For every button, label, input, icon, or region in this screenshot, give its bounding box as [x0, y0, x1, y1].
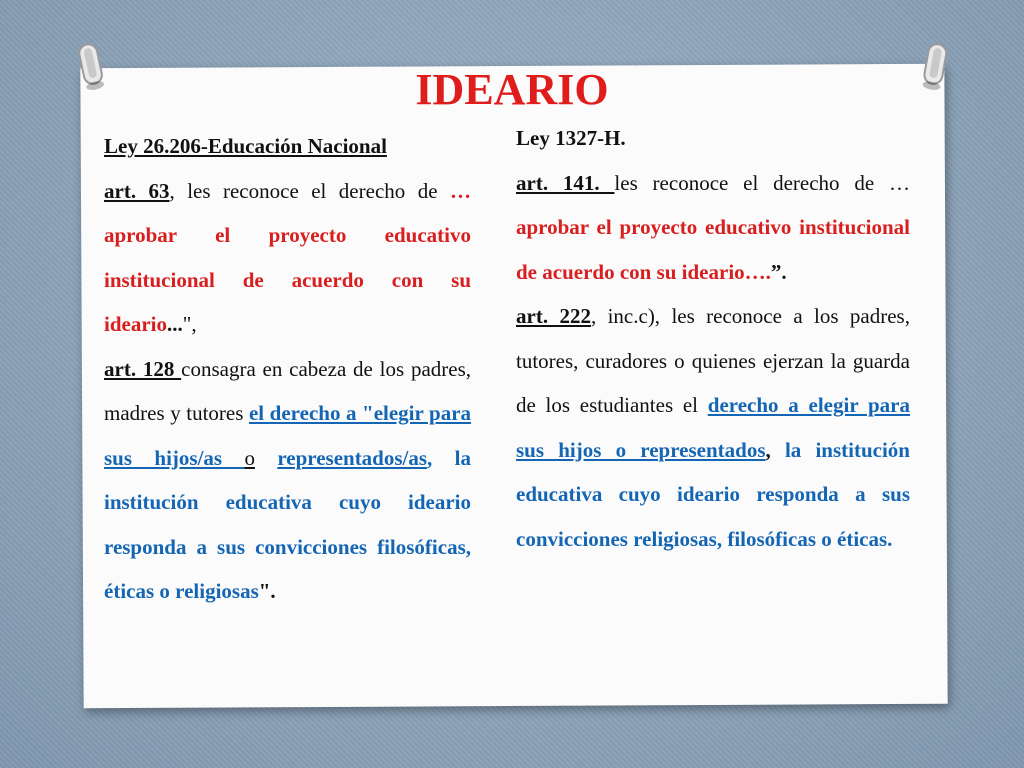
right-column [516, 116, 910, 561]
article-link: derecho a elegir para sus hijos o representados [516, 393, 911, 462]
article-connector: o [244, 445, 255, 470]
article-63-paragraph [104, 169, 471, 347]
law-heading-left [104, 124, 471, 169]
article-tail: ", [182, 312, 197, 336]
article-text: , inc.c), les reconoce a los padres, tutores, curadores o quienes ejerzan la guarda de los estudiantes el [516, 304, 910, 417]
heading-text: Ley 26.206-Educación Nacional [104, 134, 387, 158]
left-column [104, 124, 471, 614]
article-link: representados/as [277, 445, 428, 470]
article-tail: ”. [770, 259, 787, 284]
article-ref: art. 63 [104, 178, 170, 203]
slide-title: IDEARIO [415, 65, 609, 114]
article-lead: … [888, 170, 910, 195]
article-ref: art. 141. [516, 170, 615, 195]
article-ellipsis: ... [167, 312, 183, 336]
article-ref: art. 222 [516, 304, 591, 328]
heading-text: Ley 1327-H. [516, 126, 626, 150]
article-tail: ". [258, 579, 276, 603]
article-link: el derecho a "elegir para sus hijos/as [104, 401, 472, 470]
article-quote: …aprobar el proyecto educativo institucional de acuerdo con su ideario [104, 178, 471, 336]
article-text: consagra en cabeza de los padres, madres y tutores [104, 356, 471, 425]
law-heading-right [516, 116, 910, 161]
article-text: , les reconoce el derecho de [169, 178, 450, 203]
article-comma: , [765, 437, 771, 462]
article-128-paragraph [104, 347, 471, 614]
article-text-highlight: la institución educativa cuyo ideario responda a sus convicciones religiosas, filosóficas o éticas. [516, 437, 910, 551]
article-ref: art. 128 [104, 356, 182, 381]
article-222-paragraph [516, 294, 910, 561]
article-text-highlight: , la institución educativa cuyo ideario responda a sus convicciones filosóficas, éticas o religiosas [104, 445, 471, 603]
article-141-paragraph [516, 161, 910, 295]
article-text: les reconoce el derecho de [614, 170, 889, 195]
article-quote: aprobar el proyecto educativo institucional de acuerdo con su ideario…. [516, 215, 910, 284]
